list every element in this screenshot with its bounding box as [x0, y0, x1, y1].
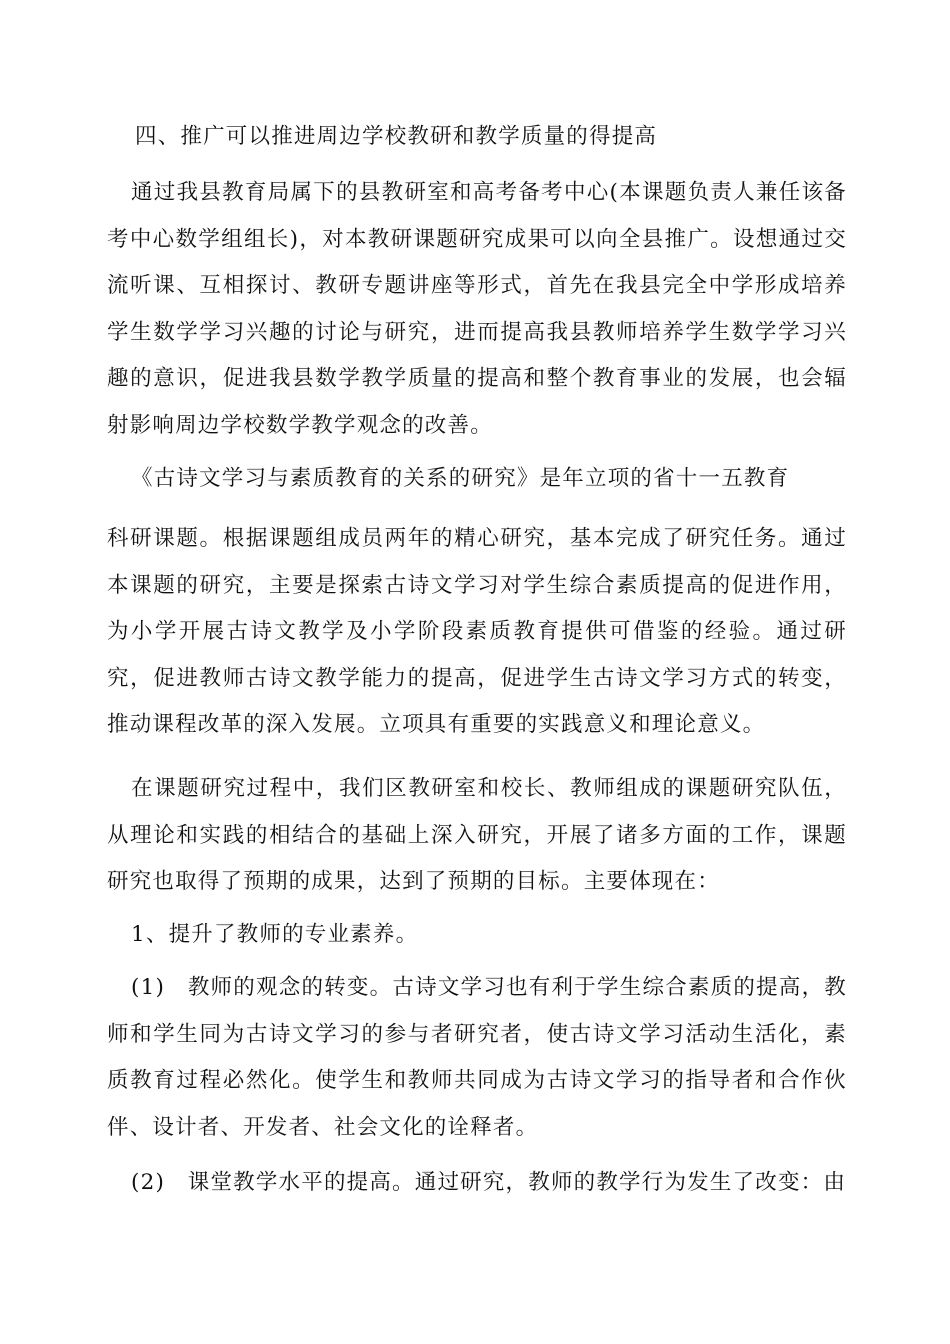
- list-item-2: (2) 课堂教学水平的提高。通过研究，教师的教学行为发生了改变：由: [131, 1170, 847, 1195]
- section-heading: 四、推广可以推进周边学校教研和教学质量的得提高: [135, 124, 658, 149]
- paragraph-process: 在课题研究过程中，我们区教研室和校长、教师组成的课题研究队伍，从理论和实践的相结合的基础上深入研究，开展了诸多方面的工作，课题研究也取得了预期的成果，达到了预期的目标。主要体现在：: [107, 776, 847, 894]
- list-item-1: (1) 教师的观念的转变。古诗文学习也有利于学生综合素质的提高，教师和学生同为古诗文学习的参与者研究者，使古诗文学习活动生活化，素质教育过程必然化。使学生和教师共同成为古诗文学习的指导者和合作伙伴、设计者、开发者、社会文化的诠释者。: [107, 975, 847, 1140]
- paragraph-project-intro: 《古诗文学习与素质教育的关系的研究》是年立项的省十一五教育: [131, 466, 790, 491]
- paragraph-promotion: 通过我县教育局属下的县教研室和高考备考中心(本课题负责人兼任该备考中心数学组组长)，对本教研课题研究成果可以向全县推广。设想通过交流听课、互相探讨、教研专题讲座等形式，首先在我县完全中学形成培养学生数学学习兴趣的讨论与研究，进而提高我县教师培养学生数学学习兴趣的意识，促进我县数学教学质量的提高和整个教育事业的发展，也会辐射影响周边学校数学教学观念的改善。: [107, 180, 847, 438]
- list-heading: 1、提升了教师的专业素养。: [131, 922, 419, 947]
- paragraph-project-body: 科研课题。根据课题组成员两年的精心研究，基本完成了研究任务。通过本课题的研究，主要是探索古诗文学习对学生综合素质提高的促进作用，为小学开展古诗文教学及小学阶段素质教育提供可借鉴的经验。通过研究，促进教师古诗文教学能力的提高，促进学生古诗文学习方式的转变，推动课程改革的深入发展。立项具有重要的实践意义和理论意义。: [107, 526, 847, 737]
